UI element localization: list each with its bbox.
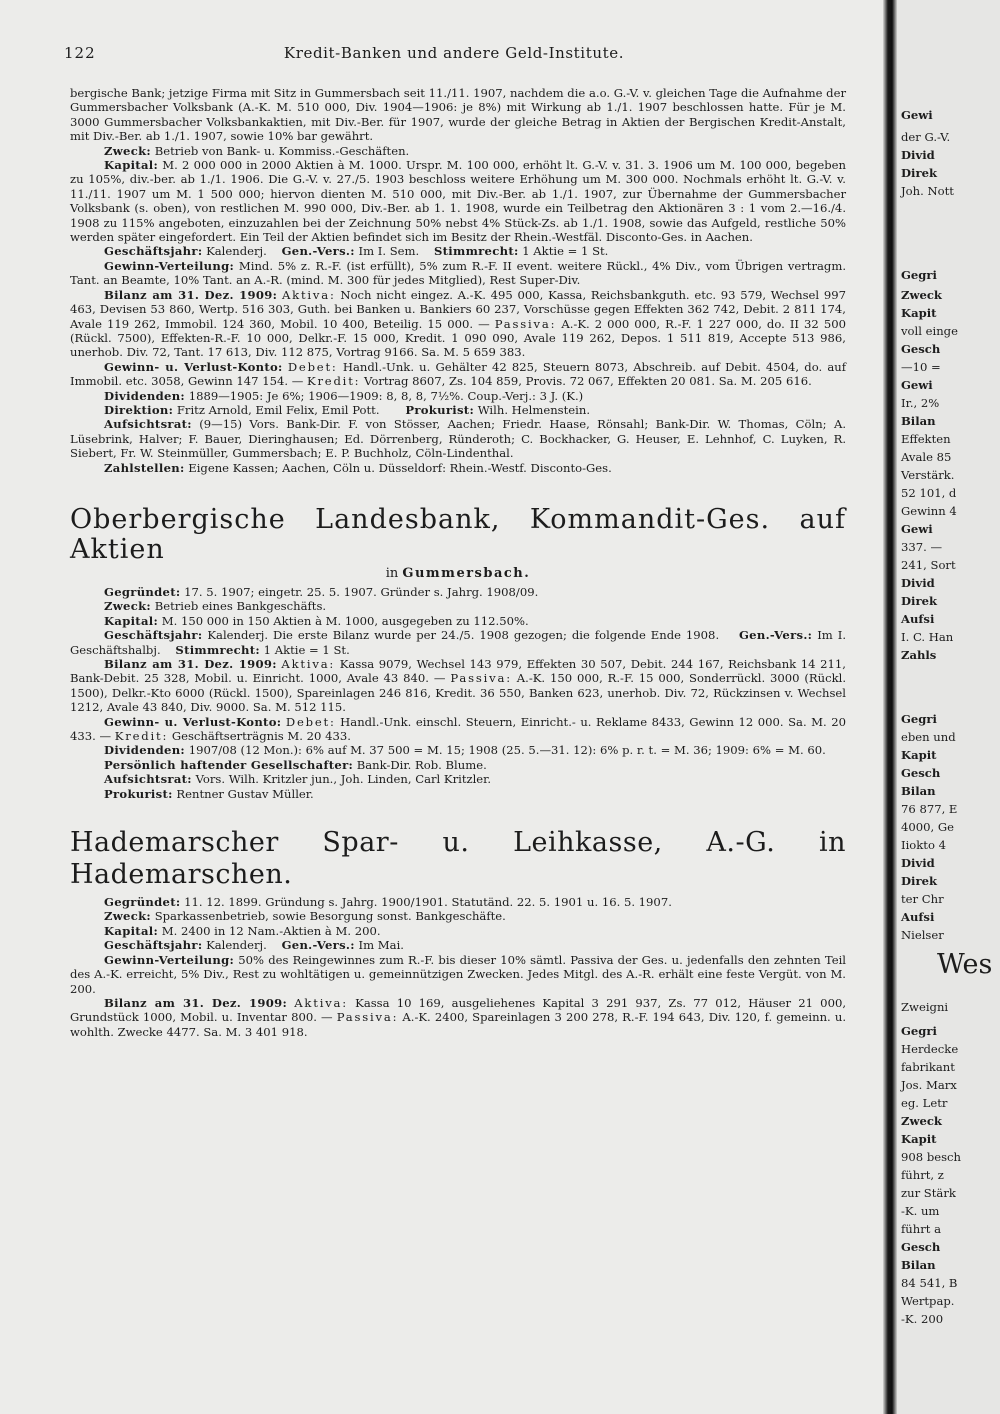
stimmrecht-label: Stimmrecht: <box>175 642 260 657</box>
dividenden-label: Dividenden: <box>104 743 186 758</box>
entry-bergische-kredit-anstalt <box>70 86 846 475</box>
entry2-kapital <box>70 614 846 628</box>
right-page-line: Kapit <box>901 748 937 762</box>
right-page-line: -K. 200 <box>901 1312 944 1326</box>
direktion-text: Fritz Arnold, Emil Felix, Emil Pott. <box>176 402 380 417</box>
entry2-zweck <box>70 599 846 613</box>
zweck-label: Zweck: <box>104 143 151 158</box>
right-page-line: führt a <box>901 1222 942 1236</box>
persoenlich-text: Bank-Dir. Rob. Blume. <box>356 757 487 772</box>
right-page-line: 337. — <box>901 540 943 554</box>
right-page-line: Direk <box>901 874 937 888</box>
guv-label: Gewinn- u. Verlust-Konto: <box>104 714 282 729</box>
page-header <box>64 44 844 68</box>
right-page-line: Zweck <box>901 1114 942 1128</box>
right-page-line: Zweck <box>901 288 942 302</box>
right-page-line: Gewinn 4 <box>901 504 957 518</box>
location-prefix: in <box>385 565 399 581</box>
geschaeftsjahr-text: Kalenderj. <box>206 244 267 259</box>
zweck-text: Betrieb eines Bankgeschäfts. <box>154 599 327 614</box>
entry1-zahlstellen <box>70 461 846 475</box>
bilanz-label: Bilanz am 31. Dez. 1909: <box>104 995 288 1010</box>
genvers-text: Im Mai. <box>358 938 404 953</box>
right-page-line: zur Stärk <box>901 1186 956 1200</box>
right-page-line: I. C. Han <box>901 630 954 644</box>
gegruendet-label: Gegründet: <box>104 895 181 910</box>
geschaeftsjahr-text: Kalenderj. Die erste Bilanz wurde per 24./5. 1908 gezogen; die folgende Ende 1908. <box>207 628 720 643</box>
right-page-line: —10 = <box>901 360 941 374</box>
right-page-line: 4000, Ge <box>901 820 954 834</box>
stimmrecht-label: Stimmrecht: <box>433 244 519 259</box>
right-page-line: Kapit <box>901 306 937 320</box>
right-page-line: Jos. Marx <box>901 1078 957 1092</box>
stimmrecht-text: 1 Aktie = 1 St. <box>522 244 609 259</box>
gewinnverteilung-text: Mind. 5% z. R.-F. (ist erfüllt), 5% zum R.-F. II event. weitere Rückl., 4% Div., vom Übrigen vertragm. Tant. an Beamte, 10% Tant. an A.-R. (mind. M. 300 für jedes Mitglied), Rest Super-Div. <box>70 258 847 288</box>
gegruendet-text: 11. 12. 1899. Gründung s. Jahrg. 1900/1901. Statutänd. 22. 5. 1901 u. 16. 5. 1907. <box>184 895 672 910</box>
genvers-text: Im I. Geschäftshalbj. <box>70 628 847 657</box>
right-page-line: Gewi <box>901 108 933 122</box>
right-page-line: voll einge <box>901 324 958 338</box>
gegruendet-label: Gegründet: <box>104 584 181 599</box>
right-page-line: Wertpap. <box>901 1294 955 1308</box>
right-page-line: Bilan <box>901 784 936 798</box>
right-page-line: Divid <box>901 856 935 870</box>
debet-text: Handl.-Unk. u. Gehälter 42 825, Steuern 8073, Abschreib. auf Debit. 4504, do. auf Immobil. etc. 3058, Gewinn 147 154. <box>70 359 847 389</box>
aktiva-text: Noch nicht eingez. A.-K. 495 000, Kassa, Reichsbankguth. etc. 93 579, Wechsel 997 463, Devisen 53 860, Wertp. 516 303, Guth. bei Banken u. Bankiers 60 237, Vorschüsse gegen Effekten 362 742, Debit. 2 811 174, Avale 119 262, Immobil. 124 360, Mobil. 10 400, Beteilig. 15 000. <box>70 287 846 331</box>
kredit-text: Geschäftserträgnis M. 20 433. <box>171 729 351 744</box>
aktiva-text: Kassa 9079, Wechsel 143 979, Effekten 30 507, Debit. 244 167, Reichsbank 14 211, Bank-Debit. 25 328, Mobil. u. Einricht. 1000, Avale 43 840. <box>70 657 846 686</box>
entry-title: Hademarscher Spar- u. Leihkasse, A.-G. in Hademarschen. <box>70 827 846 891</box>
entry1-dividenden <box>70 389 846 403</box>
passiva-text: A.-K. 2 000 000, R.-F. 1 227 000, do. II 32 500 (Rückl. 7500), Effekten-R.-F. 10 000, Delkr.-F. 15 000, Kredit. 1 090 090, Avale 119 262, Depos. 1 511 819, Accepte 513 986, unerhob. Div. 72, Tant. 17 613, Div. 112 875, Vortrag 9166. Sa. M. 5 659 383. <box>70 316 846 360</box>
entry2-geschaeftsjahr <box>70 628 846 657</box>
right-page-line: Avale 85 <box>901 450 952 464</box>
entry2-gegruendet <box>70 585 846 599</box>
genvers-label: Gen.-Vers.: <box>281 938 355 953</box>
right-page-line: Direk <box>901 594 937 608</box>
entry1-gewinnverteilung <box>70 259 846 288</box>
prokurist-text: Wilh. Helmenstein. <box>477 402 591 417</box>
zahlstellen-text: Eigene Kassen; Aachen, Cöln u. Düsseldorf: Rhein.-Westf. Disconto-Ges. <box>188 460 612 475</box>
right-page-line: ter Chr <box>901 892 944 906</box>
right-page-line: Zahls <box>901 648 937 662</box>
stimmrecht-text: 1 Aktie = 1 St. <box>263 642 350 657</box>
entry2-dividenden <box>70 743 846 757</box>
right-page-line: Verstärk. <box>901 468 955 482</box>
zweck-text: Betrieb von Bank- u. Kommiss.-Geschäften. <box>154 143 410 158</box>
kapital-text: M. 2400 in 12 Nam.-Aktien à M. 200. <box>161 923 381 938</box>
aktiva-label: Aktiva: <box>281 287 336 302</box>
kapital-text: M. 2 000 000 in 2000 Aktien à M. 1000. Urspr. M. 100 000, erhöht lt. G.-V. v. 31. 3. 1906 um M. 100 000, begeben zu 105%, div.-ber. ab 1./1. 1906. Die G.-V. v. 27./5. 1903 beschloss weitere Erhöhung um M. 300 000. Nochmals erhöht lt. G.-V. v. 11./11. 1907 um M. 1 500 000; hiervon dienten M. 510 000, mit Div.-Ber. ab 1./1. 1907, zur Übernahme der Gummersbacher Volksbank (s. oben), von restlichen M. 990 000, Div.-Ber. ab 1. 1. 1908, wurde ein Teilbetrag den Aktionären 3 : 1 vom 2.—16./4. 1908 zu 115% angeboten, einzuzahlen bei der Zeichnung 50% nebst 4% Stück-Zs. ab 1./1. 1908, sowie das Aufgeld, restliche 50% werden später eingefordert. Ein Teil der Aktien befindet sich im Besitz der Rhein.-Westfäl. Disconto-Ges. in Aachen. <box>70 158 847 245</box>
right-page-line: Effekten <box>901 432 951 446</box>
running-title: Kredit-Banken und andere Geld-Institute. <box>283 44 625 62</box>
aktiva-label: Aktiva: <box>281 657 336 671</box>
entry2-prokurist <box>70 787 846 801</box>
entry3-kapital <box>70 924 846 938</box>
entry3-geschaeftsjahr <box>70 938 846 952</box>
right-page-fragment <box>897 0 1000 1414</box>
geschaeftsjahr-label: Geschäftsjahr: <box>104 628 203 643</box>
zweck-label: Zweck: <box>104 599 151 614</box>
entry2-bilanz: Bilanz am 31. Dez. 1909: Aktiva: Kassa 9079, Wechsel 143 979, Effekten 30 507, Debit. 244 167, Reichsbank 14 211, Bank-Debit. 25 328, Mobil. u. Einricht. 1000, Avale 43 840. — Passiva: A.-K. 150 000, R.-F. 15 000, Sonderrückl. 3000 (Rückl. 1500), Delkr.-Kto 6000 (Rückl. 1500), Spareinlagen 246 816, Kredit. 36 550, Banken 623, unerhob. Div. 72, Rückzinsen v. Wechsel 1212, Avale 43 840, Div. 9000. Sa. M. 512 115. <box>70 657 847 715</box>
right-page-line: -K. um <box>901 1204 940 1218</box>
geschaeftsjahr-label: Geschäftsjahr: <box>104 244 203 259</box>
passiva-text: A.-K. 150 000, R.-F. 15 000, Sonderrückl. 3000 (Rückl. 1500), Delkr.-Kto 6000 (Rückl. 1500), Spareinlagen 246 816, Kredit. 36 550, Banken 623, unerhob. Div. 72, Rückzinsen v. Wechsel 1212, Avale 43 840, Div. 9000. Sa. M. 512 115. <box>70 671 847 715</box>
right-page-line: führt, z <box>901 1168 944 1182</box>
geschaeftsjahr-text: Kalenderj. <box>206 938 267 953</box>
right-page-line: Gesch <box>901 342 941 356</box>
location-name: Gummersbach. <box>402 565 531 581</box>
geschaeftsjahr-label: Geschäftsjahr: <box>104 938 203 953</box>
gegruendet-text: 17. 5. 1907; eingetr. 25. 5. 1907. Gründer s. Jahrg. 1908/09. <box>184 584 539 599</box>
entry-location <box>70 565 846 583</box>
right-page-line: 241, Sort <box>901 558 956 572</box>
right-page-line: 908 besch <box>901 1150 962 1164</box>
right-page-line: Kapit <box>901 1132 937 1146</box>
right-page-line: Gesch <box>901 766 941 780</box>
kapital-label: Kapital: <box>104 613 159 628</box>
right-page-line: Nielser <box>901 928 944 942</box>
aktiva-text: Kassa 10 169, ausgeliehenes Kapital 3 291 937, Zs. 77 012, Häuser 21 000, Grundstück 1000, Mobil. u. Inventar 800. <box>70 995 847 1025</box>
zahlstellen-label: Zahlstellen: <box>104 460 185 475</box>
prokurist-text: Rentner Gustav Müller. <box>176 786 314 801</box>
kapital-label: Kapital: <box>104 158 159 173</box>
right-page-line: eg. Letr <box>901 1096 948 1110</box>
right-page-line: Divid <box>901 148 935 162</box>
direktion-label: Direktion: <box>104 402 174 417</box>
right-page-line: Joh. Nott <box>901 184 954 198</box>
right-page-line: 52 101, d <box>901 486 957 500</box>
right-page-line: eben und <box>901 730 956 744</box>
right-page-line: Gewi <box>901 522 933 536</box>
right-page-line: Gegri <box>901 712 937 726</box>
right-page-line: Iiokto 4 <box>901 838 946 852</box>
right-page-line: Direk <box>901 166 937 180</box>
entry1-geschaeftsjahr <box>70 244 846 258</box>
kredit-label: Kredit: <box>114 729 169 744</box>
kredit-label: Kredit: <box>307 374 361 389</box>
entry1-direktion <box>70 403 846 417</box>
text-column <box>70 86 846 1039</box>
debet-label: Debet: <box>287 359 338 374</box>
genvers-label: Gen.-Vers.: <box>281 244 355 259</box>
entry-hademarscher-sparkasse <box>70 827 846 1039</box>
entry3-zweck <box>70 909 846 923</box>
debet-label: Debet: <box>285 714 336 729</box>
entry1-zweck <box>70 144 846 158</box>
passiva-label: Passiva: <box>494 316 557 331</box>
right-page-line: 76 877, E <box>901 802 958 816</box>
entry3-gegruendet <box>70 895 846 909</box>
bilanz-label: Bilanz am 31. Dez. 1909: <box>104 657 277 671</box>
gewinnverteilung-label: Gewinn-Verteilung: <box>104 258 235 273</box>
right-page-line: Gesch <box>901 1240 941 1254</box>
right-page-line: fabrikant <box>901 1060 955 1074</box>
dividenden-text: 1907/08 (12 Mon.): 6% auf M. 37 500 = M. 15; 1908 (25. 5.—31. 12): 6% p. r. t. = M. 36; 1909: 6% = M. 60. <box>188 743 826 758</box>
right-page-line: Gegri <box>901 268 937 282</box>
entry1-intro: bergische Bank; jetzige Firma mit Sitz in Gummersbach seit 11./11. 1907, nachdem die a.o. G.-V. v. gleichen Tage die Aufnahme der Gummersbacher Volksbank (A.-K. M. 510 000, Div. 1904—1906: je 8%) mit Wirkung ab 1./1. 1907 beschlossen hatte. Für je M. 3000 Gummersbacher Volksbankaktien, mit Div.-Ber. für 1907, wurde der gleiche Betrag in Aktien der Bergischen Kredit-Anstalt, mit Div.-Ber. ab 1./1. 1907, sowie 10% bar gewährt. <box>70 86 846 144</box>
right-page-line: Gewi <box>901 378 933 392</box>
prokurist-label: Prokurist: <box>405 402 475 417</box>
entry2-aufsichtsrat <box>70 772 846 786</box>
persoenlich-label: Persönlich haftender Gesellschafter: <box>104 757 354 772</box>
entry1-bilanz: Bilanz am 31. Dez. 1909: Aktiva: Noch nicht eingez. A.-K. 495 000, Kassa, Reichsbankguth. etc. 93 579, Wechsel 997 463, Devisen 53 860, Wertp. 516 303, Guth. bei Banken u. Bankiers 60 237, Vorschüsse gegen Effekten 362 742, Debit. 2 811 174, Avale 119 262, Immobil. 124 360, Mobil. 10 400, Beteilig. 15 000. — Passiva: A.-K. 2 000 000, R.-F. 1 227 000, do. II 32 500 (Rückl. 7500), Effekten-R.-F. 10 000, Delkr.-F. 15 000, Kredit. 1 090 090, Avale 119 262, Depos. 1 511 819, Accepte 513 986, unerhob. Div. 72, Tant. 17 613, Div. 112 875, Vortrag 9166. Sa. M. 5 659 383. <box>70 287 846 360</box>
right-page-line: Aufsi <box>901 910 935 924</box>
page-number: 122 <box>64 44 96 62</box>
right-page-line: Gegri <box>901 1024 937 1038</box>
right-page-line: der G.-V. <box>901 130 951 144</box>
entry3-gewinnverteilung <box>70 953 846 996</box>
entry2-guv: Gewinn- u. Verlust-Konto: Debet: Handl.-Unk. einschl. Steuern, Einricht.- u. Reklame 8433, Gewinn 12 000. Sa. M. 20 433. — Kredit: Geschäftserträgnis M. 20 433. <box>70 714 846 744</box>
aufsichtsrat-text: Vors. Wilh. Kritzler jun., Joh. Linden, Carl Kritzler. <box>195 772 492 787</box>
passiva-label: Passiva: <box>450 671 512 686</box>
dividenden-label: Dividenden: <box>104 388 186 403</box>
bilanz-label: Bilanz am 31. Dez. 1909: <box>104 287 278 302</box>
genvers-label: Gen.-Vers.: <box>738 628 813 643</box>
guv-label: Gewinn- u. Verlust-Konto: <box>104 359 283 374</box>
right-page-line: Bilan <box>901 1258 936 1272</box>
kapital-text: M. 150 000 in 150 Aktien à M. 1000, ausgegeben zu 112.50%. <box>161 613 529 628</box>
aktiva-label: Aktiva: <box>294 995 348 1010</box>
entry2-persoenlich <box>70 758 846 772</box>
right-page-line: Bilan <box>901 414 936 428</box>
right-page-heading: Wes <box>937 949 993 980</box>
gewinnverteilung-label: Gewinn-Verteilung: <box>104 952 235 967</box>
right-page-line: Zweigni <box>901 1000 949 1014</box>
passiva-label: Passiva: <box>336 1010 399 1025</box>
kredit-text: Vortrag 8607, Zs. 104 859, Provis. 72 067, Effekten 20 081. Sa. M. 205 616. <box>364 374 812 389</box>
entry1-kapital <box>70 158 846 244</box>
prokurist-label: Prokurist: <box>104 786 173 801</box>
right-page-line: Ir., 2% <box>901 396 940 410</box>
right-page-line: Herdecke <box>901 1042 959 1056</box>
zweck-label: Zweck: <box>104 909 151 924</box>
entry3-bilanz: Bilanz am 31. Dez. 1909: Aktiva: Kassa 10 169, ausgeliehenes Kapital 3 291 937, Zs. 77 012, Häuser 21 000, Grundstück 1000, Mobil. u. Inventar 800. — Passiva: A.-K. 2400, Spareinlagen 3 200 278, R.-F. 194 643, Div. 120, f. gemeinn. u. wohlth. Zwecke 4477. Sa. M. 3 401 918. <box>70 995 847 1039</box>
right-page-line: Aufsi <box>901 612 935 626</box>
entry1-guv: Gewinn- u. Verlust-Konto: Debet: Handl.-Unk. u. Gehälter 42 825, Steuern 8073, Abschreib. auf Debit. 4504, do. auf Immobil. etc. 3058, Gewinn 147 154. — Kredit: Vortrag 8607, Zs. 104 859, Provis. 72 067, Effekten 20 081. Sa. M. 205 616. <box>70 359 847 389</box>
aufsichtsrat-text: (9—15) Vors. Bank-Dir. F. von Stösser, Aachen; Friedr. Haase, Rönsahl; Bank-Dir. W. Thomas, Cöln; A. Lüsebrink, Halver; F. Bauer, Dieringhausen; Ed. Dörrenberg, Ründeroth; C. Bockhacker, G. Heuser, E. Lehnhof, C. Luyken, R. Siebert, Fr. W. Steinmüller, Gummersbach; E. P. Buchholz, Cöln-Lindenthal. <box>70 417 847 461</box>
entry-title: Oberbergische Landesbank, Kommandit-Ges. auf Aktien <box>70 503 846 565</box>
genvers-text: Im I. Sem. <box>358 244 420 259</box>
aufsichtsrat-label: Aufsichtsrat: <box>104 772 192 787</box>
right-page-line: Divid <box>901 576 935 590</box>
passiva-text: A.-K. 2400, Spareinlagen 3 200 278, R.-F. 194 643, Div. 120, f. gemeinn. u. wohlth. Zwecke 4477. Sa. M. 3 401 918. <box>70 1010 847 1039</box>
entry-oberbergische-landesbank <box>70 505 846 801</box>
debet-text: Handl.-Unk. einschl. Steuern, Einricht.- u. Reklame 8433, Gewinn 12 000. Sa. M. 20 433. <box>70 714 846 744</box>
right-page-line: 84 541, B <box>901 1276 958 1290</box>
gewinnverteilung-text: 50% des Reingewinnes zum R.-F. bis dieser 10% sämtl. Passiva der Ges. u. jedenfalls den zehnten Teil des A.-K. erreicht, 5% Div., Rest zu wohltätigen u. gemeinnützigen Zwecken. Jedes Mitgl. des A.-R. erhält eine feste Vergüt. von M. 200. <box>70 952 846 996</box>
kapital-label: Kapital: <box>104 923 159 938</box>
dividenden-text: 1889—1905: Je 6%; 1906—1909: 8, 8, 8, 7½%. Coup.-Verj.: 3 J. (K.) <box>188 388 584 403</box>
entry1-aufsichtsrat <box>70 417 846 460</box>
aufsichtsrat-label: Aufsichtsrat: <box>104 417 192 432</box>
zweck-text: Sparkassenbetrieb, sowie Besorgung sonst. Bankgeschäfte. <box>154 909 506 924</box>
book-spine-shadow <box>883 0 897 1414</box>
